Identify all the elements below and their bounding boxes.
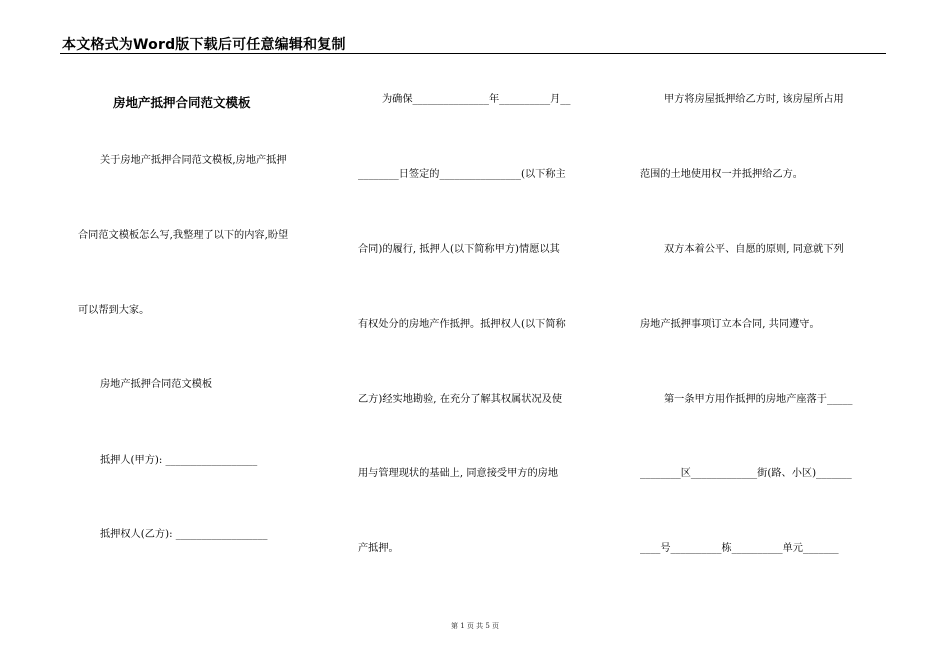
col1-line: 抵押人(甲方): __________________ [100,455,258,466]
col3-line: 双方本着公平、自愿的原则, 同意就下列 [664,244,844,255]
page-number: 第 1 页 共 5 页 [450,622,500,630]
col2-line: 产抵押。 [358,543,399,554]
col3-line: 第一条甲方用作抵押的房地产座落于_____ [664,394,853,405]
header-rule [60,53,886,54]
col3-line: 范围的土地使用权一并抵押给乙方。 [640,169,803,180]
col3-line: 甲方将房屋抵押给乙方时, 该房屋所占用 [664,94,844,105]
col3-line: ________区_____________街(路、小区)_______ [640,468,852,479]
title: 房地产抵押合同范文模板 [113,95,251,110]
col1-line: 房地产抵押合同范文模板 [100,379,213,390]
document-banner: 本文格式为Word版下载后可任意编辑和复制 [62,37,346,53]
col2-line: 有权处分的房地产作抵押。抵押权人(以下简称 [358,319,566,330]
col1-line: 合同范文模板怎么写,我整理了以下的内容,盼望 [78,230,289,241]
col1-line: 抵押权人(乙方): __________________ [100,529,268,540]
col3-line: ____号__________栋__________单元_______ [640,543,839,554]
col2-line: 为确保_______________年__________月__ [382,94,571,105]
col2-line: 用与管理现状的基础上, 同意接受甲方的房地 [358,468,559,479]
col1-line: 关于房地产抵押合同范文模板,房地产抵押 [100,155,287,166]
col2-line: 合同)的履行, 抵押人(以下简称甲方)情愿以其 [358,244,560,255]
col3-line: 房地产抵押事项订立本合同, 共同遵守。 [640,319,820,330]
col2-line: 乙方)经实地勘验, 在充分了解其权属状况及使 [358,394,563,405]
col2-line: ________日签定的________________(以下称主 [358,169,566,180]
col1-line: 可以帮到大家。 [78,305,150,316]
